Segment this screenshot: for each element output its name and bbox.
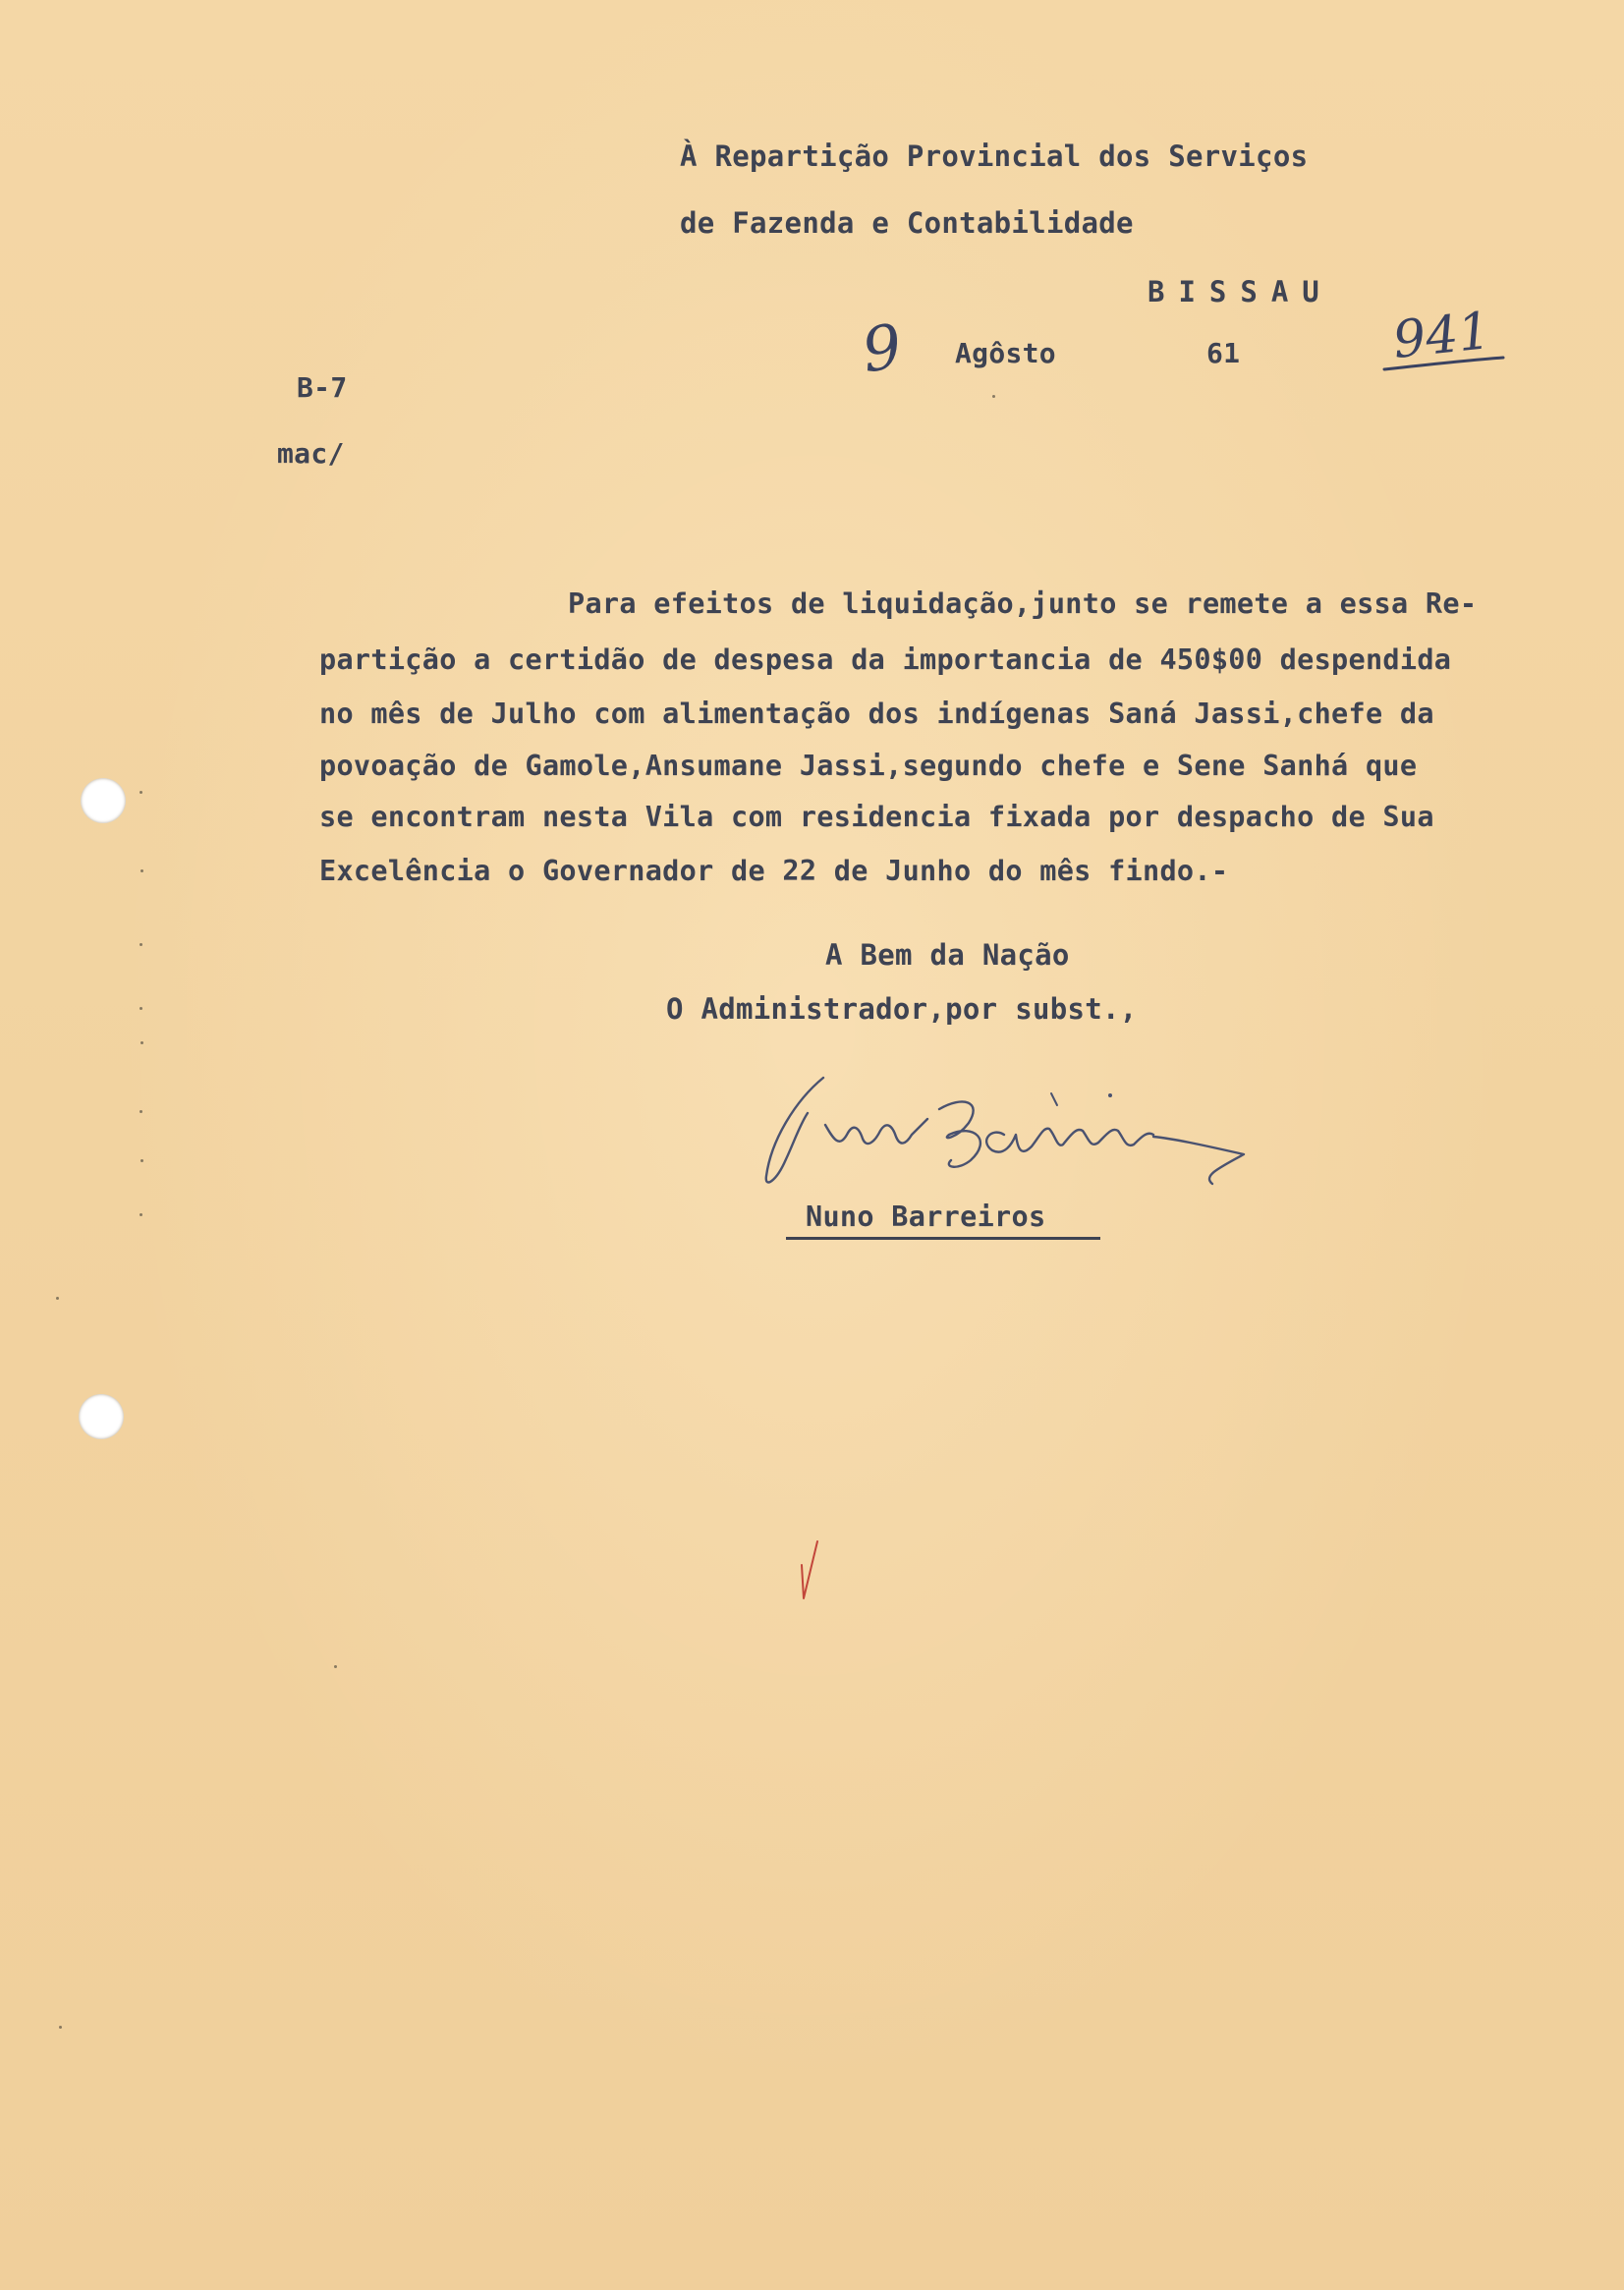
- paper-speck: [140, 1007, 142, 1010]
- date-year: 61: [1206, 337, 1241, 369]
- signatory-name: Nuno Barreiros: [806, 1201, 1046, 1233]
- paper-speck: [140, 1041, 143, 1044]
- paper-speck: [59, 2026, 62, 2029]
- reference-initials: mac/: [277, 437, 345, 470]
- document-number-handwritten: 941: [1390, 301, 1494, 371]
- paper-speck: [140, 1110, 142, 1113]
- paper-speck: [140, 869, 143, 872]
- body-line-3: no mês de Julho com alimentação dos indígenas Saná Jassi,chefe da: [319, 698, 1434, 730]
- paper-speck: [992, 395, 995, 398]
- closing-line-1: A Bem da Nação: [825, 938, 1070, 972]
- red-check-mark: [794, 1537, 823, 1606]
- paper-speck: [56, 1297, 59, 1300]
- reference-code: B-7: [297, 371, 348, 404]
- body-line-1: Para efeitos de liquidação,junto se remete a essa Re-: [568, 587, 1478, 620]
- date-day-handwritten: 9: [858, 309, 907, 387]
- body-line-6: Excelência o Governador de 22 de Junho do mês findo.-: [319, 855, 1229, 887]
- body-line-5: se encontram nesta Vila com residencia fixada por despacho de Sua: [319, 801, 1434, 833]
- city: BISSAU: [1148, 275, 1333, 308]
- number-underline: [1380, 354, 1508, 377]
- body-line-2: partição a certidão de despesa da importancia de 450$00 despendida: [319, 643, 1452, 676]
- paper-speck: [140, 1213, 142, 1216]
- paper-speck: [140, 791, 142, 794]
- paper-speck: [140, 943, 142, 946]
- paper-speck: [334, 1665, 337, 1668]
- signatory-name-underline: [786, 1237, 1100, 1240]
- paper-speck: [140, 1159, 143, 1162]
- body-line-4: povoação de Gamole,Ansumane Jassi,segundo chefe e Sene Sanhá que: [319, 750, 1418, 782]
- closing-line-2: O Administrador,por subst.,: [666, 992, 1138, 1026]
- recipient-line-1: À Repartição Provincial dos Serviços: [680, 140, 1309, 173]
- punch-hole-upper: [81, 778, 126, 823]
- date-month: Agôsto: [955, 337, 1056, 369]
- punch-hole-lower: [79, 1394, 124, 1439]
- handwritten-signature: [756, 1066, 1258, 1194]
- recipient-line-2: de Fazenda e Contabilidade: [680, 206, 1134, 240]
